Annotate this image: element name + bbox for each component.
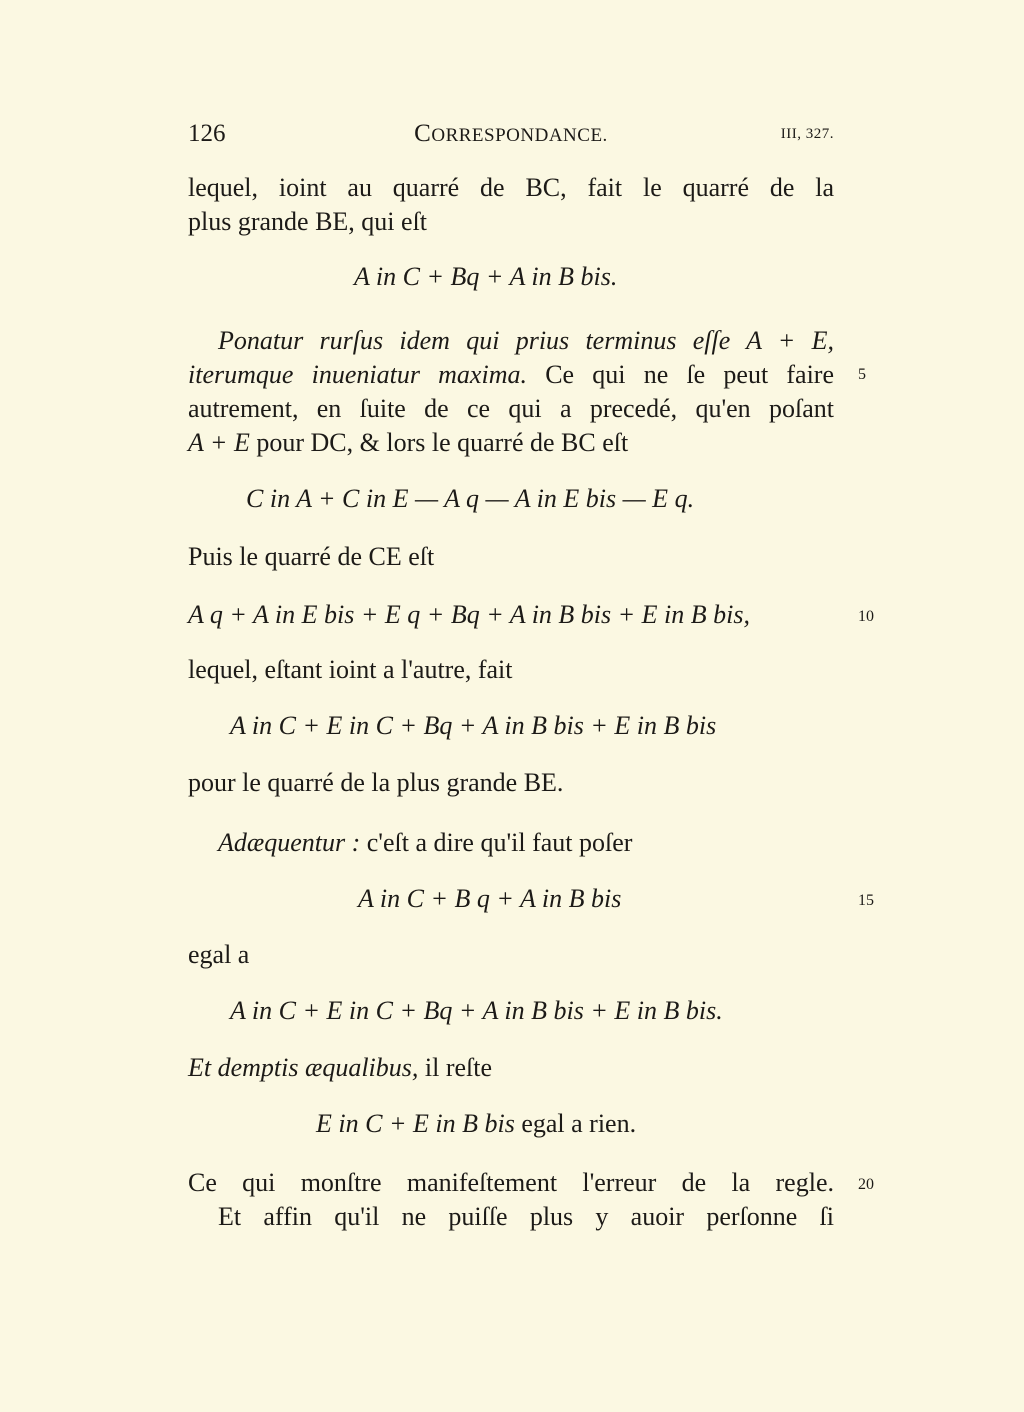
text-line-4 [188, 358, 834, 392]
formula-7 [316, 1107, 636, 1141]
line-number-5: 5 [858, 366, 866, 383]
french-text: pour DC, & lors le quarré de BC eſt [249, 428, 629, 457]
text-line-5: autrement, en ſuite de ce qui a precedé, qu'en poſant [188, 394, 834, 423]
formula-inline: A + E [188, 428, 250, 457]
french-text: egal a rien. [514, 1109, 637, 1138]
formula-4: A in C + E in C + Bq + A in B bis + E in B bis [230, 711, 717, 740]
latin-phrase: Ponatur rurſus idem qui prius terminus eſſe A + E, [218, 326, 834, 355]
text-line-7: Puis le quarré de CE eſt [188, 542, 435, 571]
text-line-2: plus grande BE, qui eſt [188, 207, 428, 236]
text-line-8: lequel, eſtant ioint a l'autre, fait [188, 655, 513, 684]
latin-phrase: Adæquentur : [218, 828, 361, 857]
title-initial: C [414, 120, 432, 147]
title-rest: ORRESPONDANCE. [431, 125, 608, 146]
text-line-6 [188, 426, 834, 460]
text-line-10 [218, 826, 834, 860]
french-text: il reſte [418, 1053, 493, 1082]
text-line-14: Et affin qu'il ne puiſſe plus y auoir perſonne ſi [218, 1202, 834, 1231]
formula-1: A in C + Bq + A in B bis. [354, 262, 618, 291]
latin-phrase: Et demptis æqualibus, [188, 1053, 419, 1082]
french-text: Ce qui ne ſe peut faire [526, 360, 834, 389]
text-line-11: egal a [188, 940, 250, 969]
formula-2: C in A + C in E — A q — A in E bis — E q. [246, 484, 695, 513]
line-number-15: 15 [858, 892, 874, 909]
formula-3: A q + A in E bis + E q + Bq + A in B bis + E in B bis, [188, 600, 751, 629]
formula-5: A in C + B q + A in B bis [358, 884, 622, 913]
text-line-12 [188, 1051, 834, 1085]
page-number: 126 [188, 120, 226, 147]
text-line-13: Ce qui monſtre manifeſtement l'erreur de la regle. [188, 1168, 834, 1197]
line-number-10: 10 [858, 608, 874, 625]
running-header [188, 120, 834, 154]
french-text: c'eſt a dire qu'il faut poſer [360, 828, 633, 857]
latin-phrase: iterumque inueniatur maxima. [188, 360, 527, 389]
volume-reference: III, 327. [780, 126, 834, 142]
formula-expression: E in C + E in B bis [316, 1109, 515, 1138]
text-line-9: pour le quarré de la plus grande BE. [188, 768, 564, 797]
running-title [188, 120, 834, 148]
formula-6: A in C + E in C + Bq + A in B bis + E in B bis. [230, 996, 723, 1025]
text-line-3 [218, 324, 834, 358]
line-number-20: 20 [858, 1176, 874, 1193]
text-line-1: lequel, ioint au quarré de BC, fait le quarré de la [188, 173, 834, 202]
